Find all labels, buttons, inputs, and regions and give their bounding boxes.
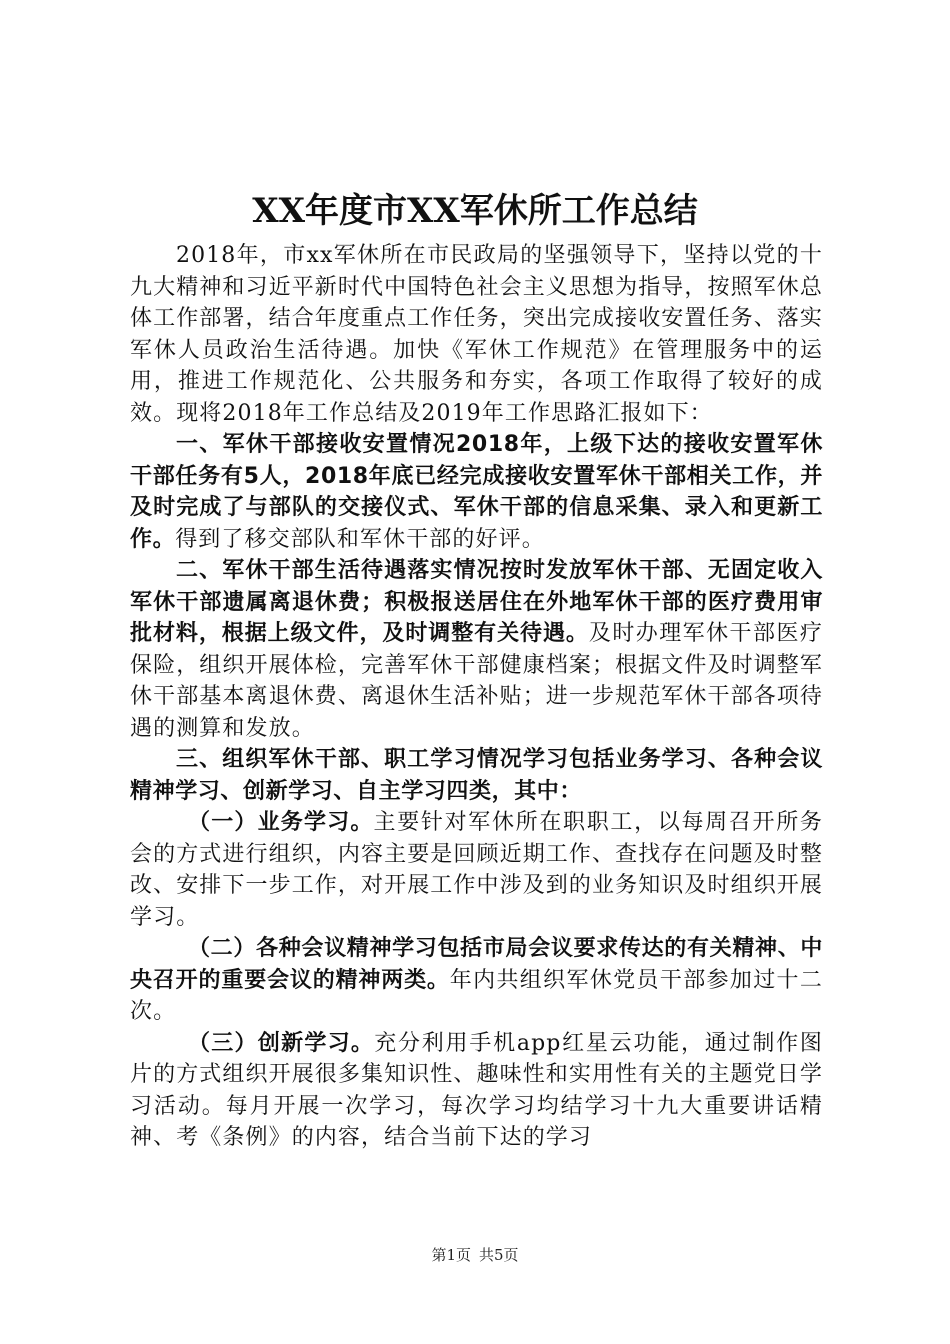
paragraph-heading: 三、组织军休干部、职工学习情况学习包括业务学习、各种会议精神学习、创新学习、自主学习四类，其中：	[130, 747, 823, 804]
subsection-3-paragraph	[130, 1028, 823, 1154]
paragraph-heading: （一）业务学习。	[188, 810, 374, 835]
document-title: XX年度市XX军休所工作总结	[252, 191, 698, 231]
paragraph-text: 得到了移交部队和军休干部的好评。	[175, 526, 545, 552]
paragraph-text: 年内共组织军休党员干部参加过十二次。	[130, 967, 823, 1024]
paragraph-text: 2018年，市xx军休所在市民政局的坚强领导下，坚持以党的十九大精神和习近平新时代中国特色社会主义思想为指导，按照军休总体工作部署，结合年度重点工作任务，突出完成接收安置任务、落实军休人员政治生活待遇。加快《军休工作规范》在管理服务中的运用，推进工作规范化、公共服务和夯实，各项工作取得了较好的成效。现将2018年工作总结及2019年工作思路汇报如下：	[130, 243, 824, 426]
paragraph-text: 充分利用手机app红星云功能，通过制作图片的方式组织开展很多集知识性、趣味性和实用性有关的主题党日学习活动。每月开展一次学习，每次学习均结学习十九大重要讲话精神、考《条例》的内容，结合当前下达的学习	[130, 1030, 824, 1150]
intro-paragraph	[130, 240, 823, 429]
paragraph-heading: 二、军休干部生活待遇落实情况按时发放军休干部、无固定收入军休干部遗属离退休费；积极报送居住在外地军休干部的医疗费用审批材料，根据上级文件，及时调整有关待遇。	[130, 558, 823, 646]
section-2-paragraph	[130, 555, 823, 744]
page-total: 共5页	[479, 1246, 519, 1264]
paragraph-text: 主要针对军休所在职职工，以每周召开所务会的方式进行组织，内容主要是回顾近期工作、查找存在问题及时整改、安排下一步工作，对开展工作中涉及到的业务知识及时组织开展学习。	[130, 810, 824, 930]
paragraph-heading: 一、军休干部接收安置情况2018年，上级下达的接收安置军休干部任务有5人，2018年底已经完成接收安置军休干部相关工作，并及时完成了与部队的交接仪式、军休干部的信息采集、录入和更新工作。	[130, 432, 823, 552]
paragraph-text: 及时办理军休干部医疗保险，组织开展体检，完善军休干部健康档案；根据文件及时调整军休干部基本离退休费、离退休生活补贴；进一步规范军休干部各项待遇的测算和发放。	[130, 621, 824, 741]
page-number: 第1页	[431, 1246, 471, 1264]
page-footer	[0, 1245, 950, 1265]
subsection-1-paragraph	[130, 807, 823, 933]
section-3-paragraph	[130, 744, 823, 807]
section-1-paragraph	[130, 429, 823, 555]
document-body	[130, 240, 823, 1154]
paragraph-heading: （二）各种会议精神学习包括市局会议要求传达的有关精神、中央召开的重要会议的精神两类。	[130, 936, 823, 993]
subsection-2-paragraph	[130, 933, 823, 1028]
paragraph-heading: （三）创新学习。	[188, 1030, 375, 1056]
